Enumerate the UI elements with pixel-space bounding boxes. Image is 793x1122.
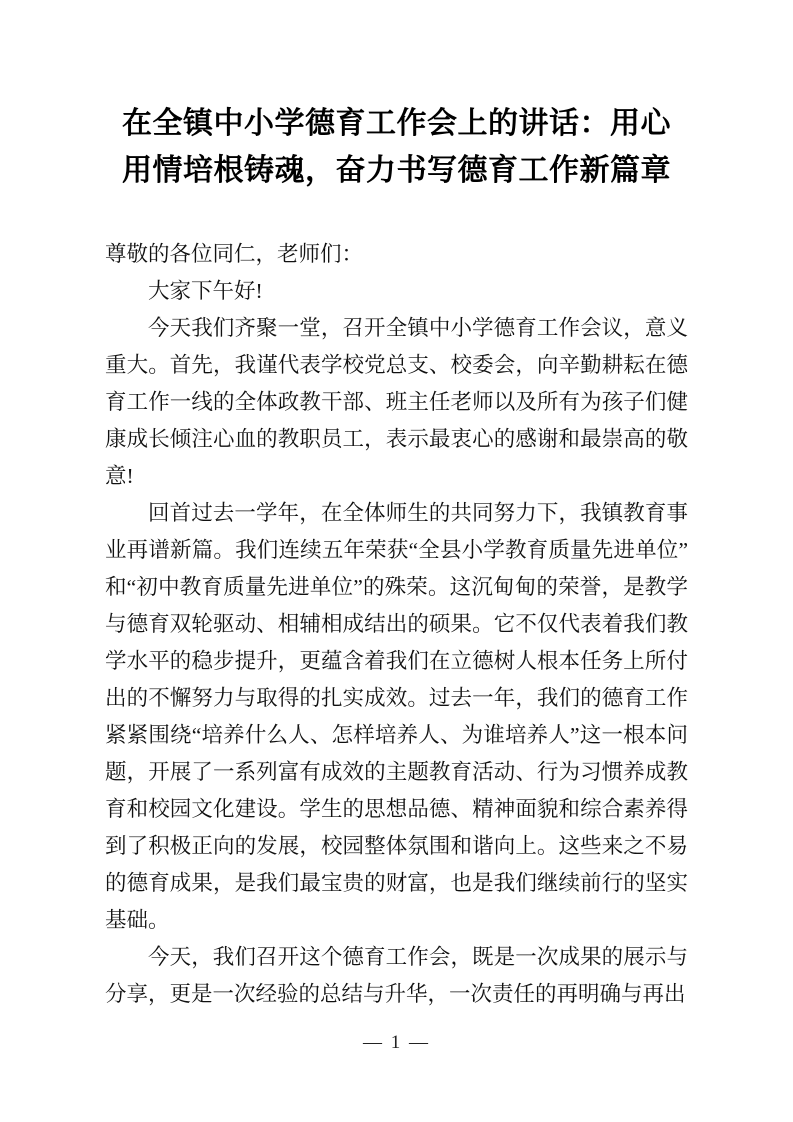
paragraph-opening: 今天我们齐聚一堂，召开全镇中小学德育工作会议，意义重大。首先，我谨代表学校党总支、校委会，向辛勤耕耘在德育工作一线的全体政教干部、班主任老师以及所有为孩子们健康成长倾注心血的教职员工，表示最衷心的感谢和最崇高的敬意! [105, 316, 688, 488]
paragraph-salutation: 尊敬的各位同仁，老师们： [105, 242, 364, 266]
page-number: — 1 — [363, 1032, 430, 1053]
document-title-line-1: 在全镇中小学德育工作会上的讲话：用心 [122, 107, 671, 140]
paragraph-purpose: 今天，我们召开这个德育工作会，既是一次成果的展示与分享，更是一次经验的总结与升华，一次责任的再明确与再出 [105, 945, 688, 1006]
document-title [105, 100, 688, 194]
paragraph-review: 回首过去一学年，在全体师生的共同努力下，我镇教育事业再谱新篇。我们连续五年荣获“全县小学教育质量先进单位”和“初中教育质量先进单位”的殊荣。这沉甸甸的荣誉，是教学与德育双轮驱动、相辅相成结出的硕果。它不仅代表着我们教学水平的稳步提升，更蕴含着我们在立德树人根本任务上所付出的不懈努力与取得的扎实成效。过去一年，我们的德育工作紧紧围绕“培养什么人、怎样培养人、为谁培养人”这一根本问题，开展了一系列富有成效的主题教育活动、行为习惯养成教育和校园文化建设。学生的思想品德、精神面貌和综合素养得到了积极正向的发展，校园整体氛围和谐向上。这些来之不易的德育成果，是我们最宝贵的财富，也是我们继续前行的坚实基础。 [105, 501, 688, 932]
document-body [105, 236, 688, 1013]
document-title-line-2: 用情培根铸魂，奋力书写德育工作新篇章 [122, 154, 671, 187]
paragraph-greeting: 大家下午好! [148, 279, 263, 303]
